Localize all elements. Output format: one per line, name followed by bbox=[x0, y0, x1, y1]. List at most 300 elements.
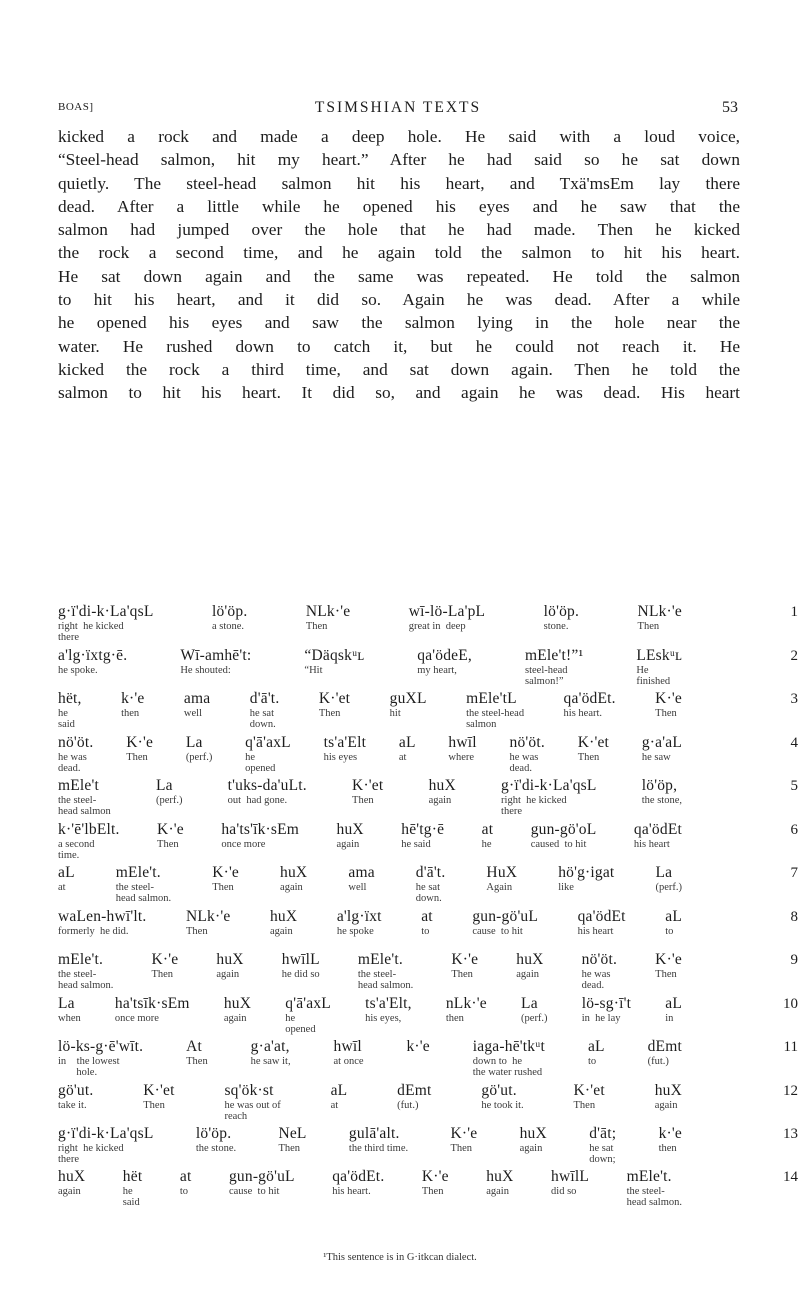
native-word: gö'ut. bbox=[58, 1082, 94, 1099]
english-gloss: he opened bbox=[285, 1013, 316, 1035]
native-word: hwīlL bbox=[551, 1168, 590, 1185]
native-word: K·'et bbox=[573, 1082, 605, 1099]
line-number: 3 bbox=[790, 691, 798, 707]
native-word: huX bbox=[486, 1168, 514, 1185]
gloss-word bbox=[578, 908, 626, 937]
native-word: hët bbox=[122, 1168, 143, 1185]
prose-line: salmon to hit his heart. It did so, and again he was dead. His heart bbox=[58, 383, 740, 403]
english-gloss: the steel- head salmon. bbox=[58, 969, 114, 991]
gloss-word bbox=[58, 1168, 85, 1197]
gloss-word bbox=[58, 647, 127, 676]
gloss-word bbox=[544, 603, 579, 632]
gloss-word bbox=[655, 1082, 682, 1111]
gloss-word bbox=[224, 1082, 280, 1122]
native-word: hwīl bbox=[448, 734, 477, 751]
native-word: ts'a'Elt bbox=[323, 734, 367, 751]
native-word: K·'e bbox=[655, 690, 682, 707]
native-word: g·ï'di-k·La'qsL bbox=[58, 603, 154, 620]
native-word: aL bbox=[398, 734, 416, 751]
english-gloss: (perf.) bbox=[521, 1013, 548, 1024]
gloss-word bbox=[251, 1038, 291, 1067]
english-gloss: well bbox=[348, 882, 367, 893]
gloss-word bbox=[516, 951, 543, 980]
native-word: qa'ödEt bbox=[633, 821, 682, 838]
native-word: huX bbox=[223, 995, 252, 1012]
line-number: 10 bbox=[783, 996, 798, 1012]
english-gloss: to bbox=[421, 926, 430, 937]
native-word: NLk·'e bbox=[305, 603, 351, 620]
gloss-word bbox=[58, 1038, 143, 1078]
english-gloss: Then bbox=[186, 926, 208, 937]
english-gloss: again bbox=[269, 926, 293, 937]
native-word: hwīlL bbox=[281, 951, 320, 968]
gloss-word bbox=[58, 995, 81, 1024]
english-gloss: his heart. bbox=[332, 1186, 371, 1197]
native-word: La bbox=[58, 995, 75, 1012]
native-word: waLen-hwī'lt. bbox=[58, 908, 147, 925]
native-word: huX bbox=[336, 821, 364, 838]
native-word: “Däqskᵘʟ bbox=[304, 647, 365, 664]
gloss-word bbox=[521, 995, 548, 1024]
gloss-word bbox=[58, 908, 146, 937]
gloss-word bbox=[588, 1038, 605, 1067]
native-word: huX bbox=[654, 1082, 682, 1099]
native-word: qa'ödEt. bbox=[563, 690, 616, 707]
native-word: K·'et bbox=[352, 777, 384, 794]
gloss-word bbox=[648, 1038, 682, 1067]
english-gloss: then bbox=[121, 708, 140, 719]
gloss-word bbox=[574, 1082, 605, 1111]
native-word: huX bbox=[280, 864, 308, 881]
native-word: qa'ödEt. bbox=[332, 1168, 385, 1185]
prose-line: kicked a rock and made a deep hole. He said with a loud voice, bbox=[58, 127, 740, 146]
english-gloss: when bbox=[58, 1013, 81, 1024]
native-word: K·'et bbox=[143, 1082, 175, 1099]
native-word: aL bbox=[330, 1082, 348, 1099]
native-word: lö-ks-g·ē'wīt. bbox=[58, 1038, 144, 1055]
native-word: huX bbox=[269, 908, 298, 925]
native-word: K·'et bbox=[577, 734, 610, 751]
gloss-word bbox=[448, 734, 476, 763]
english-gloss: his eyes bbox=[323, 752, 358, 763]
line-number: 2 bbox=[790, 648, 798, 664]
english-gloss: Then bbox=[655, 969, 677, 980]
gloss-word bbox=[212, 864, 239, 893]
native-word: mEle't!”¹ bbox=[525, 647, 584, 664]
native-word: mEle't bbox=[58, 777, 100, 794]
native-word: La bbox=[185, 734, 203, 751]
gloss-word bbox=[365, 995, 412, 1024]
native-word: gun-gö'oL bbox=[530, 821, 597, 838]
english-gloss: his heart bbox=[577, 926, 614, 937]
native-word: nö'öt. bbox=[58, 734, 94, 751]
english-gloss: he was out of reach bbox=[224, 1100, 281, 1122]
line-number: 9 bbox=[790, 952, 798, 968]
gloss-word bbox=[558, 864, 614, 893]
gloss-word bbox=[520, 1125, 547, 1154]
english-gloss: at bbox=[398, 752, 407, 763]
english-gloss: caused to hit bbox=[530, 839, 587, 850]
native-word: K·'e bbox=[421, 1168, 449, 1185]
native-word: d'ā't. bbox=[415, 864, 446, 881]
native-word: HuX bbox=[486, 864, 518, 881]
gloss-word bbox=[352, 777, 383, 806]
native-word: Wī-amhē't: bbox=[180, 647, 252, 664]
native-word: mEle'tL bbox=[466, 690, 517, 707]
native-word: hwīl bbox=[333, 1038, 362, 1055]
gloss-word bbox=[358, 951, 413, 991]
gloss-word bbox=[582, 951, 617, 991]
native-word: lö'öp, bbox=[641, 777, 678, 794]
gloss-word bbox=[156, 777, 183, 806]
page-number: 53 bbox=[722, 99, 738, 116]
gloss-word bbox=[121, 690, 144, 719]
gloss-word bbox=[280, 864, 307, 893]
gloss-word bbox=[334, 1038, 364, 1067]
english-gloss: my heart, bbox=[417, 665, 457, 676]
prose-line: dead. After a little while he opened his eyes and he saw that the bbox=[58, 196, 740, 216]
line-number: 13 bbox=[783, 1126, 798, 1142]
gloss-word bbox=[58, 951, 113, 991]
english-gloss: the steel- head salmon bbox=[58, 795, 111, 817]
english-gloss: (fut.) bbox=[397, 1100, 419, 1111]
gloss-word bbox=[324, 734, 366, 763]
english-gloss: in bbox=[665, 1013, 674, 1024]
native-word: lö'öp. bbox=[543, 603, 580, 620]
gloss-word bbox=[116, 864, 171, 904]
english-gloss: right he kicked there bbox=[58, 621, 124, 643]
english-gloss: Then bbox=[278, 1143, 301, 1154]
native-word: guXL bbox=[389, 690, 427, 707]
gloss-word bbox=[429, 777, 456, 806]
gloss-word bbox=[482, 821, 494, 850]
english-gloss: the steel- head salmon. bbox=[357, 969, 414, 991]
gloss-word bbox=[151, 951, 178, 980]
english-gloss: the steel- head salmon. bbox=[626, 1186, 682, 1208]
gloss-word bbox=[627, 1168, 682, 1208]
gloss-line bbox=[58, 1168, 798, 1220]
native-word: K·'e bbox=[126, 734, 154, 751]
gloss-word bbox=[143, 1082, 174, 1111]
running-head-author: BOAS] bbox=[58, 101, 94, 113]
gloss-word bbox=[186, 734, 213, 763]
english-gloss: to bbox=[587, 1056, 597, 1067]
english-gloss: he was dead. bbox=[58, 752, 87, 774]
native-word: La bbox=[521, 995, 538, 1012]
gloss-word bbox=[224, 995, 251, 1024]
native-word: K·'e bbox=[450, 1125, 478, 1142]
english-gloss: at once bbox=[333, 1056, 364, 1067]
line-number: 6 bbox=[790, 822, 798, 838]
gloss-word bbox=[337, 908, 382, 937]
english-gloss: right he kicked there bbox=[58, 1143, 124, 1165]
gloss-word bbox=[115, 995, 190, 1024]
line-number: 12 bbox=[783, 1083, 798, 1099]
native-word: ama bbox=[348, 864, 375, 881]
english-gloss: stone. bbox=[543, 621, 569, 632]
english-gloss: he was dead. bbox=[581, 969, 611, 991]
native-word: huX bbox=[58, 1168, 86, 1185]
english-gloss: Then bbox=[157, 839, 179, 850]
native-word: ts'a'Elt, bbox=[365, 995, 412, 1012]
english-gloss: at bbox=[330, 1100, 339, 1111]
line-number: 7 bbox=[790, 865, 798, 881]
english-gloss: he sat down. bbox=[249, 708, 276, 730]
gloss-word bbox=[446, 995, 487, 1024]
native-word: K·'e bbox=[151, 951, 179, 968]
line-number: 8 bbox=[790, 909, 798, 925]
gloss-word bbox=[473, 1038, 545, 1078]
native-word: K·'e bbox=[157, 821, 184, 838]
gloss-word bbox=[229, 1168, 295, 1197]
gloss-word bbox=[551, 1168, 589, 1197]
english-gloss: he took it. bbox=[481, 1100, 524, 1111]
english-gloss: then bbox=[658, 1143, 677, 1154]
native-word: k·'e bbox=[121, 690, 145, 707]
native-word: huX bbox=[519, 1125, 547, 1142]
english-gloss: to bbox=[179, 1186, 189, 1197]
native-word: aL bbox=[58, 864, 75, 881]
native-word: K·'e bbox=[451, 951, 479, 968]
english-gloss: a second time. bbox=[58, 839, 95, 861]
native-word: ha'ts'īk·sEm bbox=[221, 821, 300, 838]
gloss-word bbox=[126, 734, 153, 763]
english-gloss: he saw it, bbox=[250, 1056, 291, 1067]
gloss-word bbox=[486, 864, 517, 893]
english-gloss: he spoke bbox=[336, 926, 374, 937]
english-gloss: again bbox=[216, 969, 240, 980]
gloss-word bbox=[659, 1125, 682, 1154]
native-word: hët, bbox=[58, 690, 82, 707]
english-gloss: cause to hit bbox=[228, 1186, 280, 1197]
english-gloss: take it. bbox=[58, 1100, 87, 1111]
english-gloss: he said bbox=[401, 839, 431, 850]
english-gloss: again bbox=[428, 795, 452, 806]
native-word: aL bbox=[665, 995, 682, 1012]
gloss-word bbox=[481, 1082, 523, 1111]
prose-line: the rock a second time, and he again told the salmon to hit his heart. bbox=[58, 243, 740, 263]
native-word: dEmt bbox=[647, 1038, 682, 1055]
prose-line: salmon had jumped over the hole that he had made. Then he kicked bbox=[58, 220, 740, 240]
english-gloss: “Hit bbox=[304, 665, 323, 676]
english-gloss: again bbox=[519, 1143, 543, 1154]
english-gloss: Then bbox=[655, 708, 677, 719]
english-gloss: Then bbox=[637, 621, 660, 632]
gloss-word bbox=[409, 603, 485, 632]
native-word: q'ā'axL bbox=[245, 734, 291, 751]
native-word: g·ï'di-k·La'qsL bbox=[501, 777, 597, 794]
native-word: lö'öp. bbox=[195, 1125, 232, 1142]
line-number: 11 bbox=[783, 1039, 798, 1055]
gloss-word bbox=[451, 951, 478, 980]
gloss-word bbox=[582, 995, 631, 1024]
native-word: t'uks-da'uLt. bbox=[227, 777, 307, 794]
gloss-word bbox=[510, 734, 545, 774]
gloss-word bbox=[282, 951, 320, 980]
english-gloss: the stone. bbox=[195, 1143, 237, 1154]
native-word: La bbox=[155, 777, 173, 794]
native-word: g·a'at, bbox=[250, 1038, 290, 1055]
native-word: NLk·'e bbox=[186, 908, 231, 925]
english-gloss: Then bbox=[186, 1056, 208, 1067]
english-gloss: the stone, bbox=[641, 795, 682, 806]
native-word: gö'ut. bbox=[481, 1082, 517, 1099]
gloss-word bbox=[589, 1125, 616, 1165]
english-gloss: he said bbox=[58, 708, 75, 730]
english-gloss: Then bbox=[450, 1143, 473, 1154]
gloss-word bbox=[180, 1168, 192, 1197]
english-gloss: he bbox=[481, 839, 492, 850]
gloss-word bbox=[525, 647, 583, 687]
footnote: ¹This sentence is in G·itkcan dialect. bbox=[323, 1252, 477, 1263]
english-gloss: Then bbox=[151, 969, 174, 980]
native-word: aL bbox=[587, 1038, 605, 1055]
native-word: gun-gö'uL bbox=[228, 1168, 295, 1185]
gloss-word bbox=[270, 908, 297, 937]
english-gloss: in the lowest hole. bbox=[58, 1056, 120, 1078]
native-word: lö'öp. bbox=[211, 603, 248, 620]
native-word: hö'g·igat bbox=[558, 864, 615, 881]
gloss-word bbox=[665, 995, 682, 1024]
prose-line: kicked the rock a third time, and sat down again. Then he told the bbox=[58, 359, 740, 379]
english-gloss: the steel-head salmon bbox=[466, 708, 525, 730]
native-word: a'lg·ïxt bbox=[336, 908, 382, 925]
english-gloss: great in deep bbox=[408, 621, 466, 632]
gloss-word bbox=[472, 908, 538, 937]
native-word: k·'e bbox=[406, 1038, 430, 1055]
gloss-word bbox=[486, 1168, 513, 1197]
gloss-word bbox=[58, 1125, 154, 1165]
english-gloss: (perf.) bbox=[185, 752, 213, 763]
native-word: mEle't. bbox=[115, 864, 161, 881]
english-gloss: again bbox=[486, 1186, 509, 1197]
gloss-word bbox=[417, 647, 472, 676]
gloss-word bbox=[196, 1125, 236, 1154]
english-gloss: again bbox=[223, 1013, 247, 1024]
native-word: ha'tsīk·sEm bbox=[114, 995, 190, 1012]
native-word: ama bbox=[183, 690, 211, 707]
gloss-word bbox=[186, 908, 230, 937]
english-gloss: did so bbox=[551, 1186, 577, 1197]
english-gloss: out had gone. bbox=[227, 795, 288, 806]
english-gloss: down to he the water rushed bbox=[472, 1056, 543, 1078]
gloss-word bbox=[245, 734, 291, 774]
gloss-word bbox=[422, 1168, 449, 1197]
english-gloss: then bbox=[445, 1013, 464, 1024]
native-word: k·'ē'lbElt. bbox=[58, 821, 120, 838]
english-gloss: his heart. bbox=[563, 708, 603, 719]
gloss-word bbox=[221, 821, 299, 850]
native-word: a'lg·ïxtg·ē. bbox=[58, 647, 128, 664]
native-word: lö-sg·ī't bbox=[581, 995, 632, 1012]
english-gloss: (perf.) bbox=[655, 882, 682, 893]
gloss-word bbox=[466, 690, 524, 730]
native-word: huX bbox=[216, 951, 244, 968]
native-word: huX bbox=[516, 951, 544, 968]
gloss-word bbox=[157, 821, 184, 850]
gloss-word bbox=[655, 690, 682, 719]
english-gloss: he spoke. bbox=[58, 665, 98, 676]
gloss-word bbox=[331, 1082, 348, 1111]
english-gloss: like bbox=[558, 882, 574, 893]
native-word: mEle't. bbox=[357, 951, 403, 968]
english-gloss: Then bbox=[352, 795, 374, 806]
native-word: q'ā'axL bbox=[285, 995, 331, 1012]
gloss-word bbox=[212, 603, 247, 632]
running-head bbox=[58, 99, 738, 123]
gloss-word bbox=[58, 777, 111, 817]
english-gloss: once more bbox=[114, 1013, 159, 1024]
native-word: mEle't. bbox=[58, 951, 104, 968]
gloss-word bbox=[531, 821, 597, 850]
gloss-word bbox=[655, 951, 682, 980]
english-gloss: well bbox=[183, 708, 202, 719]
english-gloss: he opened bbox=[245, 752, 276, 774]
gloss-word bbox=[228, 777, 307, 806]
prose-line: he opened his eyes and saw the salmon lying in the hole near the bbox=[58, 313, 740, 333]
gloss-word bbox=[421, 908, 433, 937]
gloss-word bbox=[578, 734, 609, 763]
gloss-word bbox=[390, 690, 427, 719]
native-word: at bbox=[421, 908, 433, 925]
english-gloss: he saw bbox=[641, 752, 671, 763]
native-word: nö'öt. bbox=[581, 951, 618, 968]
native-word: sq'ök·st bbox=[224, 1082, 274, 1099]
english-gloss: Then bbox=[318, 708, 341, 719]
gloss-word bbox=[58, 603, 154, 643]
gloss-word bbox=[58, 864, 75, 893]
english-gloss: hit bbox=[389, 708, 401, 719]
english-translation-paragraph bbox=[58, 125, 740, 405]
native-word: nLk·'e bbox=[445, 995, 487, 1012]
running-head-title: TSIMSHIAN TEXTS bbox=[314, 99, 482, 116]
english-gloss: formerly he did. bbox=[58, 926, 129, 937]
english-gloss: cause to hit bbox=[472, 926, 523, 937]
prose-line: to hit his heart, and it did so. Again he was dead. After a while bbox=[58, 290, 740, 310]
english-gloss: at bbox=[58, 882, 66, 893]
gloss-word bbox=[58, 1082, 93, 1111]
gloss-word bbox=[184, 690, 210, 719]
native-word: hē'tg·ē bbox=[401, 821, 445, 838]
gloss-word bbox=[123, 1168, 143, 1208]
english-gloss: (fut.) bbox=[647, 1056, 669, 1067]
native-word: d'ā't. bbox=[249, 690, 280, 707]
gloss-word bbox=[186, 1038, 208, 1067]
english-gloss: He shouted: bbox=[180, 665, 231, 676]
english-gloss: again bbox=[516, 969, 540, 980]
gloss-word bbox=[306, 603, 350, 632]
gloss-word bbox=[638, 603, 682, 632]
gloss-word bbox=[655, 864, 682, 893]
english-gloss: he sat down. bbox=[415, 882, 442, 904]
gloss-word bbox=[58, 690, 82, 730]
english-gloss: Then bbox=[212, 882, 234, 893]
prose-line: quietly. The steel-head salmon hit his heart, and Txä'msEm lay there bbox=[58, 173, 740, 193]
gloss-word bbox=[665, 908, 682, 937]
native-word: wī-lö-La'pL bbox=[408, 603, 486, 620]
english-gloss: Then bbox=[573, 1100, 596, 1111]
native-word: g·a'aL bbox=[641, 734, 682, 751]
english-gloss: right he kicked there bbox=[501, 795, 567, 817]
native-word: NeL bbox=[278, 1125, 307, 1142]
english-gloss: Then bbox=[305, 621, 328, 632]
line-number: 1 bbox=[790, 604, 798, 620]
gloss-word bbox=[58, 734, 93, 774]
english-gloss: a stone. bbox=[211, 621, 245, 632]
native-word: gulā'alt. bbox=[348, 1125, 400, 1142]
english-gloss: he sat down; bbox=[589, 1143, 616, 1165]
gloss-word bbox=[285, 995, 331, 1035]
